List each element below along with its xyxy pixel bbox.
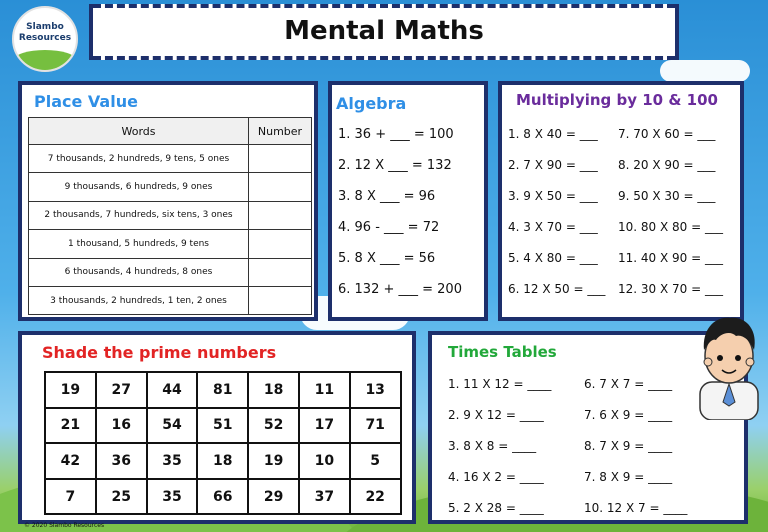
number-answer-cell[interactable]: [249, 201, 312, 229]
prime-cell[interactable]: 5: [350, 443, 401, 479]
logo: [12, 6, 78, 72]
algebra-question: 6. 132 + ___ = 200: [338, 282, 462, 297]
title-banner: [89, 4, 679, 60]
prime-cell[interactable]: 42: [45, 443, 96, 479]
background-cloud: [660, 60, 750, 82]
number-column-header: Number: [249, 118, 312, 145]
algebra-question: 1. 36 + ___ = 100: [338, 127, 454, 142]
prime-cell[interactable]: 27: [96, 372, 147, 408]
number-answer-cell[interactable]: [249, 230, 312, 258]
number-answer-cell[interactable]: [249, 286, 312, 314]
prime-numbers-panel: [18, 331, 416, 524]
place-value-panel: [18, 81, 318, 321]
prime-cell[interactable]: 52: [248, 408, 299, 444]
table-row: [29, 230, 312, 258]
table-row: [29, 145, 312, 173]
words-cell: 7 thousands, 2 hundreds, 9 tens, 5 ones: [29, 145, 249, 173]
prime-cell[interactable]: 11: [299, 372, 350, 408]
table-row: [29, 201, 312, 229]
multiplying-question: 6. 12 X 50 = ___: [508, 282, 606, 296]
place-value-table: [28, 117, 312, 315]
words-cell: 6 thousands, 4 hundreds, 8 ones: [29, 258, 249, 286]
times-question: 10. 12 X 7 = ____: [584, 501, 688, 515]
multiplying-question: 11. 40 X 90 = ___: [618, 251, 723, 265]
copyright-notice: © 2020 Slambo Resources: [24, 522, 105, 529]
place-value-heading: Place Value: [34, 92, 138, 111]
scientist-character-illustration: [690, 310, 768, 420]
prime-cell[interactable]: 36: [96, 443, 147, 479]
prime-cell[interactable]: 37: [299, 479, 350, 515]
algebra-panel: [328, 81, 488, 321]
prime-cell[interactable]: 19: [248, 443, 299, 479]
prime-cell[interactable]: 17: [299, 408, 350, 444]
prime-cell[interactable]: 81: [197, 372, 248, 408]
times-question: 6. 7 X 7 = ____: [584, 377, 673, 391]
algebra-question: 2. 12 X ___ = 132: [338, 158, 452, 173]
times-question: 8. 7 X 9 = ____: [584, 439, 673, 453]
multiplying-question: 1. 8 X 40 = ___: [508, 127, 598, 141]
prime-cell[interactable]: 19: [45, 372, 96, 408]
times-question: 5. 2 X 28 = ____: [448, 501, 544, 515]
times-question: 1. 11 X 12 = ____: [448, 377, 552, 391]
multiplying-question: 10. 80 X 80 = ___: [618, 220, 723, 234]
prime-numbers-heading: Shade the prime numbers: [42, 343, 277, 362]
multiplying-question: 12. 30 X 70 = ___: [618, 282, 723, 296]
algebra-question: 4. 96 - ___ = 72: [338, 220, 440, 235]
times-question: 7. 8 X 9 = ____: [584, 470, 673, 484]
table-row: [29, 258, 312, 286]
number-answer-cell[interactable]: [249, 145, 312, 173]
multiplying-heading: Multiplying by 10 & 100: [516, 91, 718, 109]
multiplying-question: 2. 7 X 90 = ___: [508, 158, 598, 172]
words-cell: 1 thousand, 5 hundreds, 9 tens: [29, 230, 249, 258]
algebra-question: 3. 8 X ___ = 96: [338, 189, 436, 204]
prime-cell[interactable]: 18: [197, 443, 248, 479]
prime-cell[interactable]: 44: [147, 372, 198, 408]
prime-cell[interactable]: 66: [197, 479, 248, 515]
words-column-header: Words: [29, 118, 249, 145]
number-answer-cell[interactable]: [249, 258, 312, 286]
prime-cell[interactable]: 18: [248, 372, 299, 408]
prime-cell[interactable]: 54: [147, 408, 198, 444]
prime-cell[interactable]: 22: [350, 479, 401, 515]
prime-grid: [44, 371, 402, 515]
times-question: 2. 9 X 12 = ____: [448, 408, 544, 422]
prime-cell[interactable]: 16: [96, 408, 147, 444]
times-question: 4. 16 X 2 = ____: [448, 470, 544, 484]
multiplying-question: 9. 50 X 30 = ___: [618, 189, 716, 203]
times-question: 7. 6 X 9 = ____: [584, 408, 673, 422]
logo-text: Slambo Resources: [18, 22, 72, 43]
times-tables-heading: Times Tables: [448, 343, 557, 361]
multiplying-question: 7. 70 X 60 = ___: [618, 127, 716, 141]
prime-cell[interactable]: 25: [96, 479, 147, 515]
multiplying-question: 8. 20 X 90 = ___: [618, 158, 716, 172]
multiplying-question: 5. 4 X 80 = ___: [508, 251, 598, 265]
prime-cell[interactable]: 7: [45, 479, 96, 515]
prime-cell[interactable]: 13: [350, 372, 401, 408]
times-question: 3. 8 X 8 = ____: [448, 439, 537, 453]
number-answer-cell[interactable]: [249, 173, 312, 201]
prime-cell[interactable]: 21: [45, 408, 96, 444]
page-title: Mental Maths: [284, 16, 484, 46]
algebra-question: 5. 8 X ___ = 56: [338, 251, 436, 266]
multiplying-panel: [498, 81, 744, 321]
prime-cell[interactable]: 29: [248, 479, 299, 515]
algebra-heading: Algebra: [336, 94, 407, 113]
prime-cell[interactable]: 71: [350, 408, 401, 444]
prime-cell[interactable]: 51: [197, 408, 248, 444]
prime-cell[interactable]: 10: [299, 443, 350, 479]
table-row: [29, 173, 312, 201]
table-row: [29, 286, 312, 314]
prime-cell[interactable]: 35: [147, 443, 198, 479]
multiplying-question: 3. 9 X 50 = ___: [508, 189, 598, 203]
words-cell: 2 thousands, 7 hundreds, six tens, 3 ones: [29, 201, 249, 229]
words-cell: 3 thousands, 2 hundreds, 1 ten, 2 ones: [29, 286, 249, 314]
logo-grass: [14, 50, 76, 70]
words-cell: 9 thousands, 6 hundreds, 9 ones: [29, 173, 249, 201]
prime-cell[interactable]: 35: [147, 479, 198, 515]
multiplying-question: 4. 3 X 70 = ___: [508, 220, 598, 234]
